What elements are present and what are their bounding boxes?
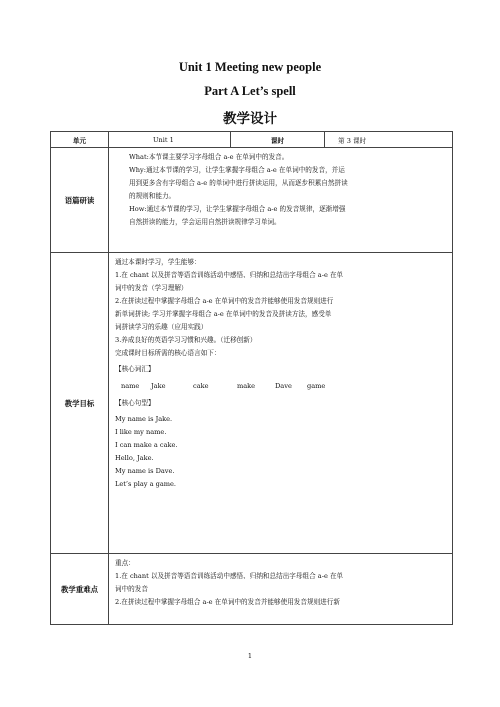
text-line: 的规则和能力。 (129, 192, 176, 200)
sentence-line: I can make a cake. (115, 441, 178, 449)
period-label: 课时 (231, 132, 325, 148)
text-line: 通过本课时学习，学生能够： (115, 258, 201, 266)
unit-value: Unit 1 (109, 132, 231, 148)
sentence-heading: 【核心句型】 (115, 399, 155, 407)
sentence-line: Let’s play a game. (115, 480, 177, 488)
period-value: 第 3 课时 (325, 132, 453, 148)
vocab-list (115, 380, 446, 393)
document-title: Unit 1 Meeting new people (178, 60, 322, 74)
vocab-word: name (121, 382, 140, 390)
lesson-plan-table (50, 131, 453, 625)
table-row (51, 132, 453, 148)
text-line: 重点： (115, 559, 135, 567)
text-line: 2.在拼读过程中掌握字母组合 a-e 在单词中的发音并能够使用发音规则进行 (115, 297, 334, 305)
text-line: Why:通过本节课的学习，让学生掌握字母组合 a-e 在单词中的发音，并运 (129, 166, 345, 174)
text-line: 词拼读学习的乐趣（应用实践） (115, 323, 208, 331)
sentence-line: I like my name. (115, 428, 167, 436)
text-line: 新单词拼读; 学习并掌握字母组合 a-e 在单词中的发音及拼读方法，感受单 (115, 310, 332, 318)
text-line: How:通过本节课的学习，让学生掌握字母组合 a-e 的发音规律，逐渐增强 (129, 205, 346, 213)
text-line: 1.在 chant 以及拼音等语音训练活动中感悟、归纳和总结出字母组合 a-e 在单 (115, 572, 344, 580)
text-line: 2.在拼读过程中掌握字母组合 a-e 在单词中的发音并能够使用发音规则进行新 (115, 598, 340, 606)
vocab-word: Jake (151, 382, 166, 390)
sentence-line: Hello, Jake. (115, 454, 154, 462)
text-analysis-label: 语篇研读 (51, 148, 109, 253)
vocab-heading: 【核心词汇】 (115, 365, 155, 373)
sentence-line: My name is Dave. (115, 467, 175, 475)
teaching-goals-label: 教学目标 (51, 253, 109, 554)
text-line: 3.养成良好的英语学习习惯和兴趣。（迁移创新） (115, 336, 257, 344)
text-line: 自然拼读的能力，学会运用自然拼读规律学习单词。 (129, 218, 281, 226)
vocab-word: Dave (275, 382, 292, 390)
text-line: What:本节课主要学习字母组合 a-e 在单词中的发音。 (129, 153, 289, 161)
key-points-content (109, 554, 453, 625)
sentence-line: My name is Jake. (115, 415, 173, 423)
vocab-word: cake (193, 382, 209, 390)
table-row (51, 148, 453, 253)
text-line: 用到更多含有字母组合 a-e 的单词中进行拼读运用，从而逐步积累自然拼读 (129, 179, 348, 187)
text-line: 词中的发音 (115, 585, 148, 593)
document-subtitle: Part A Let’s spell (204, 84, 296, 98)
text-line: 完成课时目标所需的核心语言如下： (115, 349, 221, 357)
vocab-word: make (237, 382, 256, 390)
table-row (51, 554, 453, 625)
document-heading: 教学设计 (223, 111, 277, 127)
unit-label: 单元 (51, 132, 109, 148)
page-number: 1 (247, 652, 253, 660)
vocab-word: game (307, 382, 326, 390)
key-points-label: 教学重难点 (51, 554, 109, 625)
teaching-goals-content (109, 253, 453, 554)
text-line: 词中的发音（学习理解） (115, 284, 188, 292)
text-line: 1.在 chant 以及拼音等语音训练活动中感悟、归纳和总结出字母组合 a-e 在单 (115, 271, 344, 279)
table-row (51, 253, 453, 554)
text-analysis-content (109, 148, 453, 253)
